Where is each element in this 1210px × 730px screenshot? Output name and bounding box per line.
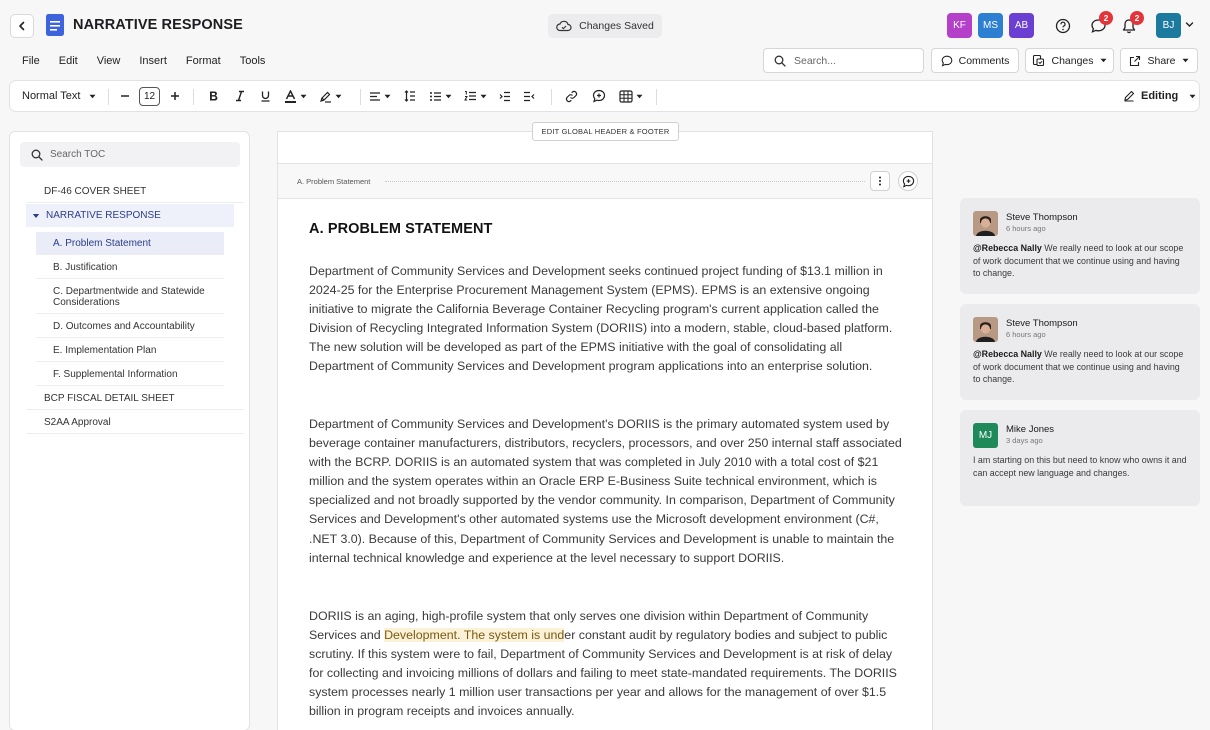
document-title[interactable]: NARRATIVE RESPONSE [73,17,243,33]
underline-button[interactable] [260,81,271,111]
text-color-button[interactable] [284,81,307,111]
font-size-input[interactable] [139,81,160,111]
line-spacing-button[interactable] [404,81,416,111]
avatar: MJ [973,423,998,448]
changes-button[interactable] [1025,48,1114,73]
comments-button[interactable] [931,48,1019,73]
menu-file[interactable]: File [22,55,40,67]
comments-label: Comments [958,54,1010,67]
edit-header-footer-button[interactable]: EDIT GLOBAL HEADER & FOOTER [532,122,679,141]
comment-time: 3 days ago [1006,436,1043,445]
toc-item-label: NARRATIVE RESPONSE [46,210,161,221]
comment-mention[interactable]: @Rebecca Nally [973,243,1042,253]
toc-item-outcomes[interactable] [36,315,224,338]
toc-item-narrative-response[interactable] [26,204,234,227]
avatar [973,211,998,236]
toc-item-problem-statement[interactable] [36,232,224,255]
help-icon [1055,18,1071,34]
toc-item-implementation-plan[interactable] [36,339,224,362]
increase-font-size-button[interactable] [170,81,180,111]
cloud-check-icon [556,20,572,32]
comment-icon [941,55,953,67]
toc-item-justification[interactable] [36,256,224,279]
changes-icon [1032,54,1045,67]
toc-item-supplemental-info[interactable] [36,363,224,386]
toc-item-label: DF-46 COVER SHEET [44,185,147,197]
align-button[interactable] [369,81,391,111]
toc-item-label: D. Outcomes and Accountability [53,320,195,332]
caret-down-icon [1100,57,1107,64]
paragraph[interactable]: Department of Community Services and Development seeks continued project funding of $13.1 million in 2024-25 for the Enterprise Procurement Management System (EPMS). EPMS is an extensive ongoing initiative to migrate the California Beverage Container Recycling program's current application called the Division of Recycling Integrated Information System (DORIIS) into a modern, stable, cloud-based platform. The new solution will be developed as part of the EPMS initiative with the goal of consolidating all Department of Community Services and Development program applications into an enterprise solution. [309,264,893,374]
toc-item-label: F. Supplemental Information [53,368,178,380]
save-status [548,14,662,38]
caret-down-icon [384,93,391,100]
toc-item-label: BCP FISCAL DETAIL SHEET [44,392,175,404]
notifications-button[interactable] [1117,15,1141,37]
menu-edit[interactable]: Edit [58,55,78,67]
numbered-list-icon [464,90,477,102]
caret-down-icon [300,93,307,100]
comment-time: 6 hours ago [1006,224,1046,233]
caret-down-icon [335,93,342,100]
comment-author: Mike Jones [1006,424,1055,435]
bold-icon [208,90,219,102]
decrease-font-size-button[interactable] [120,81,130,111]
indent-button[interactable] [499,81,511,111]
section-divider [385,181,865,182]
caret-down-icon [89,93,96,100]
menu-format[interactable]: Format [185,55,221,67]
paragraph-text: DORIIS is an aging, high-profile system that only serves one division within Department of Community Services and [309,609,869,643]
section-comment-button[interactable] [898,171,918,191]
paragraph[interactable] [309,607,907,722]
toc-panel [9,131,250,730]
align-left-icon [369,91,381,102]
collaborator-avatars [947,13,1034,38]
comment-text [973,242,1189,280]
plus-icon [170,91,180,101]
caret-down-icon [480,93,487,100]
avatar[interactable]: MS [978,13,1003,38]
bold-button[interactable] [208,81,219,111]
section-label: A. Problem Statement [297,177,375,186]
font-size-value: 12 [139,87,160,106]
avatar[interactable]: KF [947,13,972,38]
toc-item-label: E. Implementation Plan [53,344,157,356]
text-style-value: Normal Text [22,90,81,102]
search-icon [774,55,786,67]
comment-text [973,348,1189,386]
italic-button[interactable] [235,81,245,111]
toc-item-fiscal-detail-sheet[interactable] [27,387,244,410]
comment-time: 6 hours ago [1006,330,1046,339]
more-vertical-icon [878,176,882,186]
text-color-icon [284,90,297,103]
underline-icon [260,90,271,102]
chevron-left-icon [17,21,27,31]
bullet-list-button[interactable] [429,81,452,111]
paragraph-text: er constant audit by regulatory bodies and subject to public scrutiny. If this system were to fail, Department of Community Services and Development is at risk of delay for collecting and invoicing millions of dollars and failing to meet state-mandated requirements. The DORIIS system processes nearly 1 million user transactions per year and allows for the management of over $1.5 billion in program receipts and invoices annually. [309,628,897,719]
add-comment-button[interactable] [592,81,606,111]
highlighted-comment-text[interactable]: Development. The system is und [384,628,565,643]
share-icon [1129,55,1141,67]
comment-body: We really need to look at our scope of work document that we continue using and having to change. [973,349,1184,384]
pencil-icon [1123,90,1135,102]
paragraph[interactable]: Department of Community Services and Development's DORIIS is the primary automated system used by beverage container manufacturers, distributors, recyclers, processors, and over 250 internal staff associated with the BCRP. DORIIS is an automated system that was completed in July 2010 with a total cost of $21 million and the system operates within an Oracle ERP E-Business Suite technical environment, which is specialized and not broadly supported by the vendor community. In comparison, Department of Community Services and Development's other automated systems use the Microsoft development environment (C#, .NET 3.0). Because of this, Department of Community Services and Development is unable to maintain the internal technical knowledge and experience at the level necessary to support DORIIS. [309,417,902,565]
user-avatar[interactable]: BJ [1156,13,1181,38]
messages-badge: 2 [1099,11,1113,25]
highlight-button[interactable] [319,81,342,111]
menu-insert[interactable]: Insert [139,55,167,67]
line-spacing-icon [404,90,416,102]
search-icon [31,149,43,161]
avatar[interactable]: AB [1009,13,1034,38]
highlighter-icon [319,90,332,103]
save-status-label: Changes Saved [579,20,654,32]
toc-item-cover-sheet[interactable] [27,180,244,203]
menu-tools[interactable]: Tools [239,55,266,67]
comment-add-icon [902,175,915,188]
italic-icon [235,90,245,102]
toc-item-label: B. Justification [53,261,118,273]
editing-mode-label: Editing [1141,90,1179,102]
changes-label: Changes [1051,54,1094,67]
outdent-button[interactable] [523,81,535,111]
caret-down-icon [636,93,643,100]
document-icon [45,13,65,37]
share-label: Share [1147,54,1176,67]
bullet-list-icon [429,91,442,102]
share-button[interactable] [1120,48,1198,73]
caret-down-icon [1182,57,1189,64]
text-style-dropdown[interactable] [22,81,96,111]
menu-view[interactable]: View [96,55,121,67]
help-button[interactable] [1051,15,1075,37]
link-icon [565,90,578,103]
table-button[interactable] [619,81,643,111]
section-more-button[interactable] [870,171,890,191]
formatting-toolbar [9,80,1200,112]
numbered-list-button[interactable] [464,81,487,111]
back-button[interactable] [10,14,34,38]
comment-author: Steve Thompson [1006,212,1078,223]
caret-down-icon [445,93,452,100]
toc-item-label: S2AA Approval [44,416,111,428]
caret-down-icon [1189,93,1196,100]
toc-item-label: A. Problem Statement [53,237,151,249]
section-heading[interactable]: A. PROBLEM STATEMENT [309,221,493,237]
outdent-icon [523,91,535,102]
minus-icon [120,91,130,101]
comment-mention[interactable]: @Rebecca Nally [973,349,1042,359]
toc-item-label: C. Departmentwide and Statewide Considerations [53,285,205,308]
table-icon [619,90,633,103]
search-input[interactable] [763,48,924,73]
toc-search-placeholder: Search TOC [50,149,106,160]
avatar [973,317,998,342]
user-menu-chevron-down-icon[interactable] [1185,20,1194,29]
indent-icon [499,91,511,102]
search-placeholder: Search... [794,54,837,67]
toc-item-s2aa-approval[interactable] [27,411,244,434]
menu-bar [22,55,265,67]
notifications-badge: 2 [1130,11,1144,25]
toc-item-statewide-considerations[interactable] [36,280,224,314]
comment-body: We really need to look at our scope of work document that we continue using and having to change. [973,243,1184,278]
caret-down-icon [32,212,40,220]
editing-mode-dropdown[interactable] [1123,81,1196,111]
comment-add-icon [592,89,606,103]
comment-card[interactable] [960,410,1200,506]
comment-card[interactable] [960,304,1200,400]
comment-card[interactable] [960,198,1200,294]
messages-button[interactable] [1086,15,1110,37]
link-button[interactable] [565,81,578,111]
toc-search-input[interactable] [20,142,240,167]
comment-text: I am starting on this but need to know who owns it and can accept new language and changes. [973,455,1187,478]
comment-author: Steve Thompson [1006,318,1078,329]
